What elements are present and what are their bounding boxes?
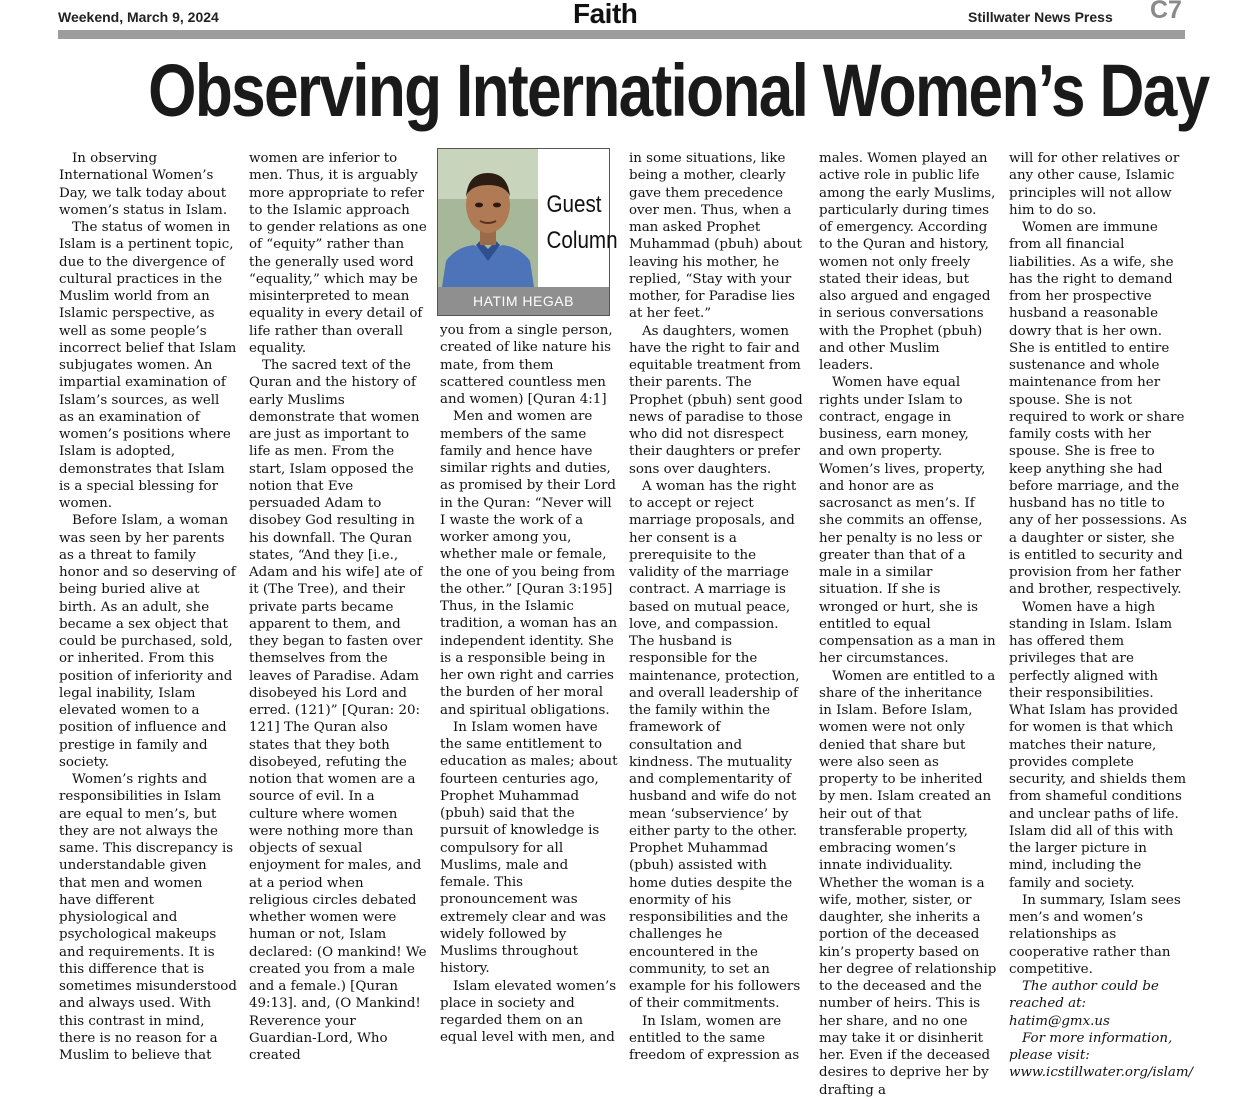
paragraph: A woman has the right to accept or reject marriage proposals, and her consent is a prerequisite to the validity of the marriage contract. A marriage is based on mutual peace, love, and compassion. The husband is responsible for the maintenance, protection, and overall leadership of the family within the framework of consultation and kindness. The mutuality and complementarity of husband and wife do not mean ‘subservience’ by either party to the other. Prophet Muhammad (pbuh) assisted with home duties despite the enormity of his responsibilities and the challenges he encountered in the community, to set an example for his followers of their commitments. — [629, 478, 801, 1012]
section-title: Faith — [573, 0, 638, 29]
headline: Observing International Women’s Day — [148, 49, 1209, 132]
paragraph: In summary, Islam sees men’s and women’s relationships as cooperative rather than competitive. — [1009, 892, 1181, 977]
article-column-3 — [440, 322, 618, 1046]
paragraph: Women have a high standing in Islam. Islam has offered them privileges that are perfectly aligned with their responsibilities. What Islam has provided for women is that which matches their nature, provides complete security, and shields them from shameful conditions and unclear paths of life. Islam did all of this with the larger picture in mind, including the family and society. — [1009, 599, 1187, 891]
paragraph: As daughters, women have the right to fair and equitable treatment from their parents. The Prophet (pbuh) sent good news of paradise to those who did not disrespect their daughters or prefer sons over daughters. — [629, 323, 803, 477]
guest-label-line: Column — [546, 227, 618, 254]
paragraph: Men and women are members of the same family and hence have similar rights and duties, as promised by their Lord in the Quran: “Never will I waste the work of a worker among you, whether male or female, the one of you being from the other.” [Quran 3:195] Thus, in the Islamic tradition, a woman has an independent identity. She is a responsible being in her own right and carries the burden of her moral and spiritual obligations. — [440, 409, 618, 718]
guest-column-label — [546, 187, 618, 259]
paragraph: In Islam, women are entitled to the same freedom of expression as — [629, 1013, 800, 1063]
paragraph: males. Women played an active role in public life among the early Muslims, particularly during times of emergency. According to the Quran and history, women not only freely stated their ideas, but also argued and engaged in serious conversations with the Prophet (pbuh) and other Muslim leaders. — [819, 151, 996, 373]
paragraph: The status of women in Islam is a pertinent topic, due to the divergence of cultural practices in the Muslim world from an Islamic perspective, as well as some people’s incorrect belief that Islam subjugates women. An impartial examination of Islam’s sources, as well as an examination of women’s positions where Islam is adopted, demonstrates that Islam is a special blessing for women. — [59, 220, 237, 511]
paragraph: The sacred text of the Quran and the history of early Muslims demonstrate that women are just as important to life as men. From the start, Islam opposed the notion that Eve persuaded Adam to disobey God resulting in his downfall. The Quran states, “And they [i.e., Adam and his wife] ate of it (The Tree), and their private parts became apparent to them, and they began to fasten over themselves from the leaves of Paradise. Adam disobeyed his Lord and erred. (121)” [Quran: 20: 121] The Quran also states that they both disobeyed, refuting the notion that women are a source of evil. In a culture where women were nothing more than objects of sexual enjoyment for males, and at a period when religious circles debated whether women were human or not, Islam declared: (O mankind! We created you from a male and a female.) [Quran 49:13]. and, (O Mankind! Reverence your Guardian-Lord, Who created — [249, 358, 427, 1063]
issue-date: Weekend, March 9, 2024 — [58, 9, 219, 25]
header-rule — [58, 30, 1185, 39]
article-column-4 — [629, 150, 807, 1063]
paragraph: Islam elevated women’s place in society and regarded them on an equal level with men, and — [440, 978, 617, 1046]
paragraph: women are inferior to men. Thus, it is arguably more appropriate to refer to the Islamic approach to gender relations as one of “equity” rather than the generally used word “equality,” which may be misinterpreted to mean equality in every detail of life rather than overall equality. — [249, 151, 427, 356]
article-column-2 — [249, 150, 427, 1063]
author-byline: HATIM HEGAB — [438, 287, 609, 315]
author-contact-note: The author could be reached at: hatim@gmx.us — [1009, 979, 1159, 1029]
more-info-note: For more information, please visit: www.icstillwater.org/islam/ — [1009, 1030, 1194, 1081]
paragraph: will for other relatives or any other cause, Islamic principles will not allow him to do so. — [1009, 151, 1180, 218]
paragraph: in some situations, like being a mother, clearly gave them precedence over men. Thus, when a man asked Prophet Muhammad (pbuh) about leaving his mother, he replied, “Stay with your mother, for Paradise lies at her feet.” — [629, 151, 802, 322]
paragraph: Women are entitled to a share of the inheritance in Islam. Before Islam, women were not only denied that share but were also seen as property to be inherited by men. Islam created an heir out of that transferable property, embracing women’s innate individuality. Whether the woman is a wife, mother, sister, or daughter, she inherits a portion of the deceased kin’s property based on her degree of relationship to the deceased and the number of heirs. This is her share, and no one may take it or disinherit her. Even if the deceased desires to deprive her by drafting a — [819, 668, 997, 1098]
paragraph: Women are immune from all financial liabilities. As a wife, she has the right to demand from her prospective husband a reasonable dowry that is her own. She is entitled to entire sustenance and whole maintenance from her spouse. She is not required to work or share family costs with her spouse. She is free to keep anything she had before marriage, and the husband has no title to any of her possessions. As a daughter or sister, she is entitled to security and provision from her father and brother, respectively. — [1009, 220, 1187, 598]
article-column-1 — [59, 150, 237, 1063]
paragraph: Women’s rights and responsibilities in Islam are equal to men’s, but they are not always the same. This discrepancy is understandable given that men and women have different physiological and psychological makeups and requirements. It is this difference that is sometimes misunderstood and always used. With this contrast in mind, there is no reason for a Muslim to believe that — [59, 772, 237, 1063]
article-column-5 — [819, 150, 997, 1098]
paragraph: In Islam women have the same entitlement to education as males; about fourteen centuries ago, Prophet Muhammad (pbuh) said that the pursuit of knowledge is compulsory for all Muslims, male and female. This pronouncement was extremely clear and was widely followed by Muslims throughout history. — [440, 719, 618, 977]
author-photo — [438, 149, 538, 287]
paragraph: In observing International Women’s Day, we talk today about women’s status in Islam. — [59, 151, 228, 218]
paragraph: Women have equal rights under Islam to contract, engage in business, earn money, and own property. Women’s lives, property, and honor are as sacrosanct as men’s. If she commits an offense, her penalty is no less or greater than that of a male in a similar situation. If she is wronged or hurt, she is entitled to equal compensation as a man in her circumstances. — [819, 375, 996, 667]
guest-label-line: Guest — [546, 191, 602, 218]
paragraph: Before Islam, a woman was seen by her parents as a threat to family honor and so deserving of being buried alive at birth. As an adult, she became a sex object that could be purchased, sold, or inherited. From this position of inferiority and legal inability, Islam elevated women to a position of influence and prestige in family and society. — [59, 513, 236, 770]
page-number: C7 — [1150, 0, 1182, 24]
masthead — [58, 0, 1185, 32]
article-column-6 — [1009, 150, 1194, 1081]
newspaper-name: Stillwater News Press — [968, 9, 1113, 25]
guest-column-box — [437, 148, 618, 316]
paragraph: you from a single person, created of like nature his mate, from them scattered countless men and women) [Quran 4:1] — [440, 323, 613, 407]
